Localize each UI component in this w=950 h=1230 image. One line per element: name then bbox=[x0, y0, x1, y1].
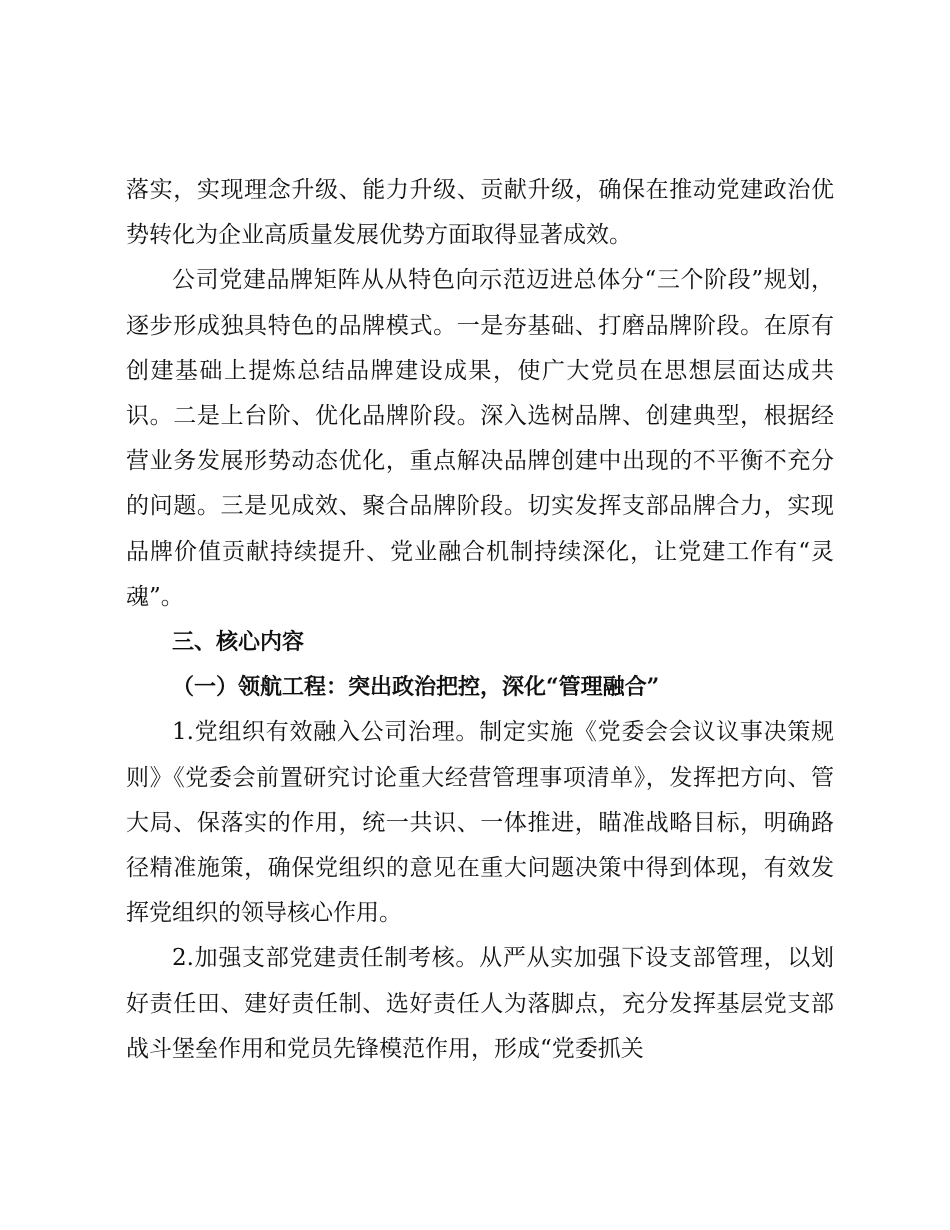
section-heading: 三、核心内容 bbox=[172, 630, 305, 656]
paragraph-1: 落实，实现理念升级、能力升级、贡献升级，确保在推动党建政治优势转化为企业高质量发展优势方面取得显著成效。 bbox=[126, 177, 834, 249]
document-body bbox=[126, 168, 834, 1072]
paragraph-2: 公司党建品牌矩阵从从特色向示范迈进总体分“三个阶段”规划，逐步形成独具特色的品牌模式。一是夯基础、打磨品牌阶段。在原有创建基础上提炼总结品牌建设成果，使广大党员在思想层面达成共识。二是上台阶、优化品牌阶段。深入选树品牌、创建典型，根据经营业务发展形势动态优化，重点解决品牌创建中出现的不平衡不充分的问题。三是见成效、聚合品牌阶段。切实发挥支部品牌合力，实现品牌价值贡献持续提升、党业融合机制持续深化，让党建工作有“灵魂”。 bbox=[126, 267, 834, 610]
list-item-2: 2.加强支部党建责任制考核。从严从实加强下设支部管理，以划好责任田、建好责任制、选好责任人为落脚点，充分发挥基层党支部战斗堡垒作用和党员先锋模范作用，形成“党委抓关 bbox=[126, 945, 834, 1062]
list-item-1: 1.党组织有效融入公司治理。制定实施《党委会会议议事决策规则》《党委会前置研究讨论重大经营管理事项清单》，发挥把方向、管大局、保落实的作用，统一共识、一体推进，瞄准战略目标，明确路径精准施策，确保党组织的意见在重大问题决策中得到体现，有效发挥党组织的领导核心作用。 bbox=[126, 719, 834, 927]
subsection-heading: （一）领航工程：突出政治把控，深化“管理融合” bbox=[172, 674, 660, 701]
